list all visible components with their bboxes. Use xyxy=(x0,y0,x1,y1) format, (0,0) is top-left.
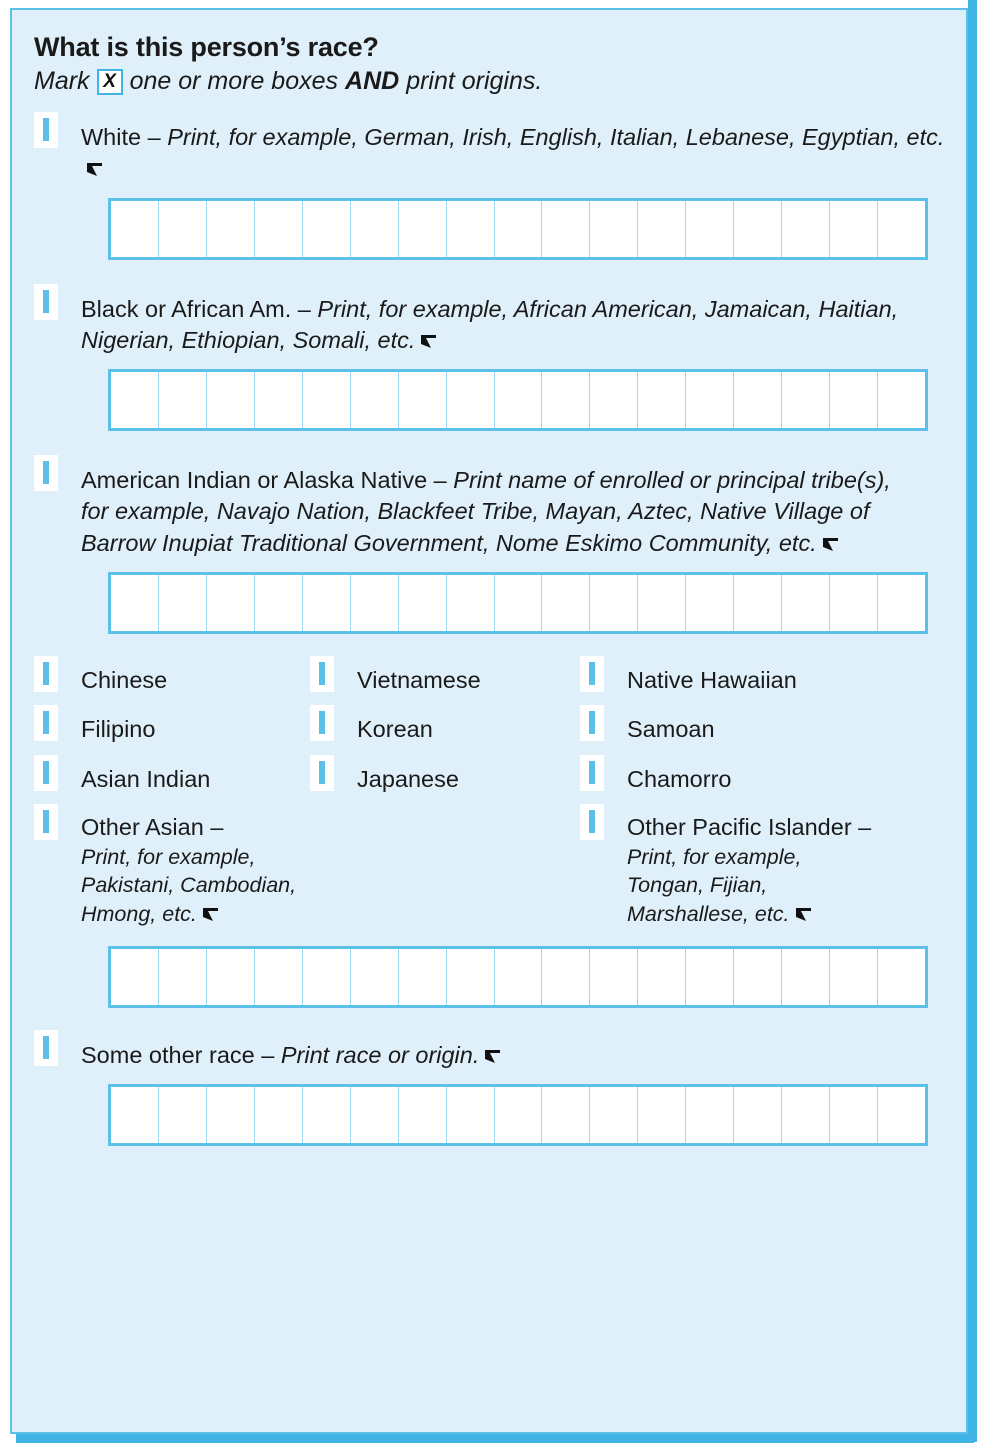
race-option-other-asian[interactable] xyxy=(34,804,296,928)
write-in-cell[interactable] xyxy=(303,372,351,428)
write-in-cell[interactable] xyxy=(782,949,830,1005)
write-in-cell[interactable] xyxy=(495,201,543,257)
write-in-cell[interactable] xyxy=(207,372,255,428)
arrow-icon xyxy=(419,332,438,351)
instruction-mid-text: one or more boxes xyxy=(129,67,339,95)
other-asian-example-line-1: Print, for example, xyxy=(81,844,256,869)
checkbox-wrapper-some-other-race xyxy=(34,1030,58,1066)
checkbox-wrapper-vietnamese xyxy=(310,656,334,692)
write-in-cell[interactable] xyxy=(159,201,207,257)
race-option-filipino[interactable] xyxy=(34,705,296,745)
race-label-white xyxy=(81,122,948,185)
race-option-black-or-african-am[interactable] xyxy=(34,284,948,357)
race-label-native-hawaiian: Native Hawaiian xyxy=(627,666,797,693)
race-label-japanese: Japanese xyxy=(357,765,459,792)
write-in-cell[interactable] xyxy=(686,575,734,631)
race-label-other-pacific-islander xyxy=(627,813,871,928)
checkbox-wrapper-asian-indian xyxy=(34,755,58,791)
write-in-cell[interactable] xyxy=(542,949,590,1005)
write-in-cell[interactable] xyxy=(399,949,447,1005)
other-pacific-islander-example-line-2: Tongan, Fijian, xyxy=(627,873,768,898)
race-example-white: Print, for example, German, Irish, English, Italian, Lebanese, Egyptian, etc. xyxy=(167,124,945,150)
write-in-cell[interactable] xyxy=(303,575,351,631)
race-option-some-other-race[interactable] xyxy=(34,1030,948,1071)
write-in-cell[interactable] xyxy=(447,949,495,1005)
write-in-cell[interactable] xyxy=(495,575,543,631)
race-option-white[interactable] xyxy=(34,112,948,185)
other-asian-example-line-2: Pakistani, Cambodian, xyxy=(81,873,297,898)
asian-pacific-islander-group xyxy=(34,656,948,946)
group-column-2 xyxy=(310,656,481,805)
checkbox-wrapper-chamorro xyxy=(580,755,604,791)
write-in-cell[interactable] xyxy=(590,372,638,428)
write-in-cell[interactable] xyxy=(638,949,686,1005)
race-example-black-or-african-am: Print, for example, African American, Jamaican, Haitian, Nigerian, Ethiopian, Somali, etc. xyxy=(81,295,899,353)
write-in-cell[interactable] xyxy=(830,372,878,428)
checkbox-vietnamese[interactable] xyxy=(319,662,325,685)
question-instruction xyxy=(34,67,948,96)
checkbox-wrapper-japanese xyxy=(310,755,334,791)
write-in-cell[interactable] xyxy=(542,372,590,428)
write-in-cell[interactable] xyxy=(590,949,638,1005)
other-asian-example-line-3-text: Hmong, etc. xyxy=(81,902,197,927)
write-in-cell[interactable] xyxy=(303,201,351,257)
write-in-cell[interactable] xyxy=(111,1087,159,1143)
write-in-cell[interactable] xyxy=(638,201,686,257)
write-in-cell[interactable] xyxy=(399,372,447,428)
write-in-cell[interactable] xyxy=(542,201,590,257)
checkbox-american-indian-or-alaska-native[interactable] xyxy=(43,461,49,484)
write-in-cell[interactable] xyxy=(159,1087,207,1143)
write-in-cell[interactable] xyxy=(638,372,686,428)
write-in-cell[interactable] xyxy=(255,201,303,257)
write-in-cell[interactable] xyxy=(878,201,925,257)
arrow-icon xyxy=(794,905,813,924)
write-in-field-asian-pacific-islander[interactable] xyxy=(108,946,928,1008)
checkbox-korean[interactable] xyxy=(319,711,325,734)
checkbox-samoan[interactable] xyxy=(589,711,595,734)
write-in-cell[interactable] xyxy=(351,949,399,1005)
write-in-cell[interactable] xyxy=(734,1087,782,1143)
write-in-cell[interactable] xyxy=(255,949,303,1005)
race-label-black-or-african-am xyxy=(81,294,948,357)
write-in-cell[interactable] xyxy=(830,201,878,257)
instruction-and-text: AND xyxy=(345,67,400,95)
write-in-cell[interactable] xyxy=(447,372,495,428)
race-label-other-asian xyxy=(81,813,296,928)
checkbox-white[interactable] xyxy=(43,118,49,141)
race-label-chamorro: Chamorro xyxy=(627,765,732,792)
write-in-cell[interactable] xyxy=(111,949,159,1005)
race-name-white: White – xyxy=(81,124,168,150)
other-asian-example-line-3 xyxy=(81,901,296,928)
checkbox-wrapper-korean xyxy=(310,705,334,741)
arrow-icon xyxy=(821,535,840,554)
write-in-cell[interactable] xyxy=(590,1087,638,1143)
group-column-3 xyxy=(580,656,871,938)
race-option-asian-indian[interactable] xyxy=(34,755,296,795)
other-pacific-islander-example-line-3-text: Marshallese, etc. xyxy=(627,902,790,927)
write-in-cell[interactable] xyxy=(782,1087,830,1143)
race-option-american-indian-or-alaska-native[interactable] xyxy=(34,455,948,559)
race-label-samoan: Samoan xyxy=(627,716,715,743)
arrow-icon xyxy=(483,1047,502,1066)
write-in-cell[interactable] xyxy=(590,201,638,257)
write-in-cell[interactable] xyxy=(830,575,878,631)
write-in-cell[interactable] xyxy=(351,1087,399,1143)
race-name-black-or-african-am: Black or African Am. – xyxy=(81,295,318,322)
write-in-field-white[interactable] xyxy=(108,198,928,260)
race-option-japanese[interactable] xyxy=(310,755,481,795)
write-in-cell[interactable] xyxy=(495,372,543,428)
write-in-cell[interactable] xyxy=(686,372,734,428)
write-in-field-some-other-race[interactable] xyxy=(108,1084,928,1146)
write-in-cell[interactable] xyxy=(207,1087,255,1143)
race-example-some-other-race: Print race or origin. xyxy=(280,1041,480,1068)
race-name-some-other-race: Some other race – xyxy=(81,1041,281,1068)
write-in-cell[interactable] xyxy=(207,949,255,1005)
write-in-cell[interactable] xyxy=(686,201,734,257)
write-in-cell[interactable] xyxy=(782,372,830,428)
checkbox-chinese[interactable] xyxy=(43,662,49,685)
bottom-edge-bar xyxy=(16,1434,974,1443)
write-in-cell[interactable] xyxy=(111,372,159,428)
race-label-filipino: Filipino xyxy=(81,716,156,743)
write-in-cell[interactable] xyxy=(351,575,399,631)
write-in-cell[interactable] xyxy=(734,949,782,1005)
write-in-field-black-or-african-am[interactable] xyxy=(108,369,928,431)
write-in-cell[interactable] xyxy=(878,1087,925,1143)
checkbox-wrapper-white xyxy=(34,112,58,148)
group-column-1 xyxy=(34,656,296,938)
write-in-cell[interactable] xyxy=(447,1087,495,1143)
write-in-cell[interactable] xyxy=(159,575,207,631)
write-in-cell[interactable] xyxy=(399,201,447,257)
checkbox-some-other-race[interactable] xyxy=(43,1036,49,1059)
write-in-cell[interactable] xyxy=(542,1087,590,1143)
write-in-cell[interactable] xyxy=(495,1087,543,1143)
checkbox-black-or-african-am[interactable] xyxy=(43,290,49,313)
checkbox-wrapper-american-indian-or-alaska-native xyxy=(34,455,58,491)
write-in-cell[interactable] xyxy=(399,575,447,631)
write-in-cell[interactable] xyxy=(207,201,255,257)
write-in-cell[interactable] xyxy=(734,372,782,428)
write-in-cell[interactable] xyxy=(159,372,207,428)
write-in-cell[interactable] xyxy=(447,201,495,257)
checkbox-wrapper-chinese xyxy=(34,656,58,692)
write-in-field-american-indian-or-alaska-native[interactable] xyxy=(108,572,928,634)
checkbox-filipino[interactable] xyxy=(43,711,49,734)
write-in-cell[interactable] xyxy=(686,949,734,1005)
checkbox-wrapper-black-or-african-am xyxy=(34,284,58,320)
arrow-icon xyxy=(85,160,104,179)
write-in-cell[interactable] xyxy=(351,372,399,428)
write-in-cell[interactable] xyxy=(782,201,830,257)
write-in-cell[interactable] xyxy=(303,1087,351,1143)
right-edge-bar xyxy=(968,0,977,1442)
race-option-chinese[interactable] xyxy=(34,656,296,696)
write-in-cell[interactable] xyxy=(255,575,303,631)
checkbox-wrapper-other-asian xyxy=(34,804,58,840)
race-option-samoan[interactable] xyxy=(580,705,871,745)
race-option-other-pacific-islander[interactable] xyxy=(580,804,871,928)
checkbox-native-hawaiian[interactable] xyxy=(589,662,595,685)
write-in-cell[interactable] xyxy=(878,949,925,1005)
race-label-korean: Korean xyxy=(357,716,433,743)
checkbox-wrapper-filipino xyxy=(34,705,58,741)
page-title: What is this person’s race? xyxy=(34,32,379,62)
race-label-asian-indian: Asian Indian xyxy=(81,765,211,792)
mark-x-icon: X xyxy=(97,69,123,95)
checkbox-asian-indian[interactable] xyxy=(43,761,49,784)
race-example-american-indian-or-alaska-native: Print name of enrolled or principal tribe(s), for example, Navajo Nation, Blackfeet Tribe, Mayan, Aztec, Native Village of Barrow Inupiat Traditional Government, Nome Eskimo Community, etc. xyxy=(81,467,891,556)
write-in-cell[interactable] xyxy=(111,201,159,257)
other-pacific-islander-example-line-3 xyxy=(627,901,871,928)
write-in-cell[interactable] xyxy=(878,575,925,631)
write-in-cell[interactable] xyxy=(734,201,782,257)
write-in-cell[interactable] xyxy=(734,575,782,631)
write-in-cell[interactable] xyxy=(830,1087,878,1143)
write-in-cell[interactable] xyxy=(399,1087,447,1143)
write-in-cell[interactable] xyxy=(303,949,351,1005)
write-in-cell[interactable] xyxy=(111,575,159,631)
write-in-cell[interactable] xyxy=(878,372,925,428)
other-pacific-islander-example-line-1: Print, for example, xyxy=(627,844,802,869)
checkbox-other-pacific-islander[interactable] xyxy=(589,810,595,833)
other-pacific-islander-main-label: Other Pacific Islander – xyxy=(627,814,872,841)
race-option-vietnamese[interactable] xyxy=(310,656,481,696)
race-option-chamorro[interactable] xyxy=(580,755,871,795)
write-in-cell[interactable] xyxy=(255,1087,303,1143)
write-in-cell[interactable] xyxy=(590,575,638,631)
checkbox-wrapper-other-pacific-islander xyxy=(580,804,604,840)
write-in-cell[interactable] xyxy=(207,575,255,631)
write-in-cell[interactable] xyxy=(830,949,878,1005)
write-in-cell[interactable] xyxy=(447,575,495,631)
other-asian-main-label: Other Asian – xyxy=(81,814,224,841)
instruction-before-text: Mark xyxy=(34,67,90,95)
instruction-after-text: print origins. xyxy=(406,67,543,95)
write-in-cell[interactable] xyxy=(159,949,207,1005)
race-question-card xyxy=(10,8,968,1434)
write-in-cell[interactable] xyxy=(255,372,303,428)
race-option-korean[interactable] xyxy=(310,705,481,745)
race-label-vietnamese: Vietnamese xyxy=(357,666,481,693)
arrow-icon xyxy=(201,905,220,924)
checkbox-wrapper-samoan xyxy=(580,705,604,741)
write-in-cell[interactable] xyxy=(686,1087,734,1143)
race-name-american-indian-or-alaska-native: American Indian or Alaska Native – xyxy=(81,467,454,493)
race-label-chinese: Chinese xyxy=(81,666,168,693)
checkbox-other-asian[interactable] xyxy=(43,810,49,833)
write-in-cell[interactable] xyxy=(638,1087,686,1143)
write-in-cell[interactable] xyxy=(495,949,543,1005)
checkbox-japanese[interactable] xyxy=(319,761,325,784)
write-in-cell[interactable] xyxy=(638,575,686,631)
write-in-cell[interactable] xyxy=(351,201,399,257)
race-label-some-other-race xyxy=(81,1040,502,1071)
checkbox-wrapper-native-hawaiian xyxy=(580,656,604,692)
race-option-native-hawaiian[interactable] xyxy=(580,656,871,696)
race-label-american-indian-or-alaska-native xyxy=(81,465,891,559)
question-body xyxy=(34,32,948,1146)
checkbox-chamorro[interactable] xyxy=(589,761,595,784)
write-in-cell[interactable] xyxy=(782,575,830,631)
write-in-cell[interactable] xyxy=(542,575,590,631)
